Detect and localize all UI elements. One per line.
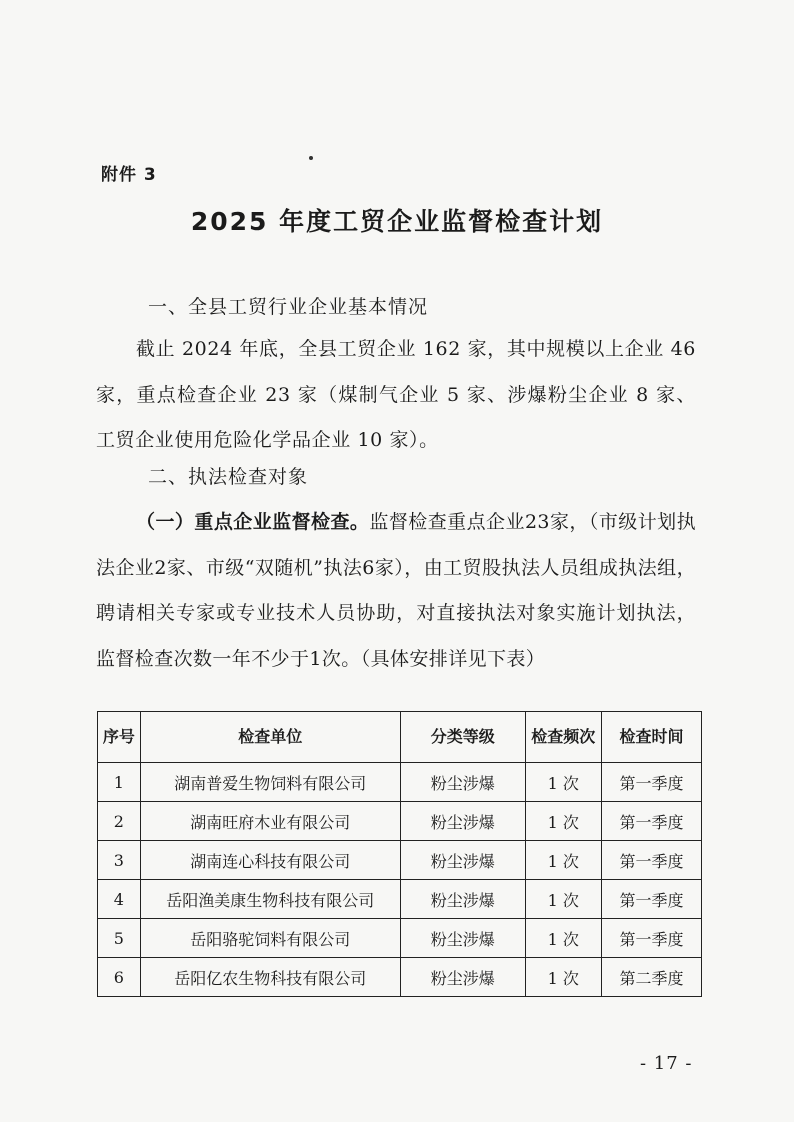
section-1-heading: 一、全县工贸行业企业基本情况 xyxy=(148,296,429,318)
cell-unit: 岳阳亿农生物科技有限公司 xyxy=(140,958,400,997)
cell-no: 2 xyxy=(98,802,141,841)
table-header-row xyxy=(98,712,702,763)
cell-category: 粉尘涉爆 xyxy=(400,958,525,997)
cell-category: 粉尘涉爆 xyxy=(400,880,525,919)
table-row xyxy=(98,880,702,919)
cell-frequency: 1 次 xyxy=(525,802,601,841)
cell-unit: 湖南连心科技有限公司 xyxy=(140,841,400,880)
header-unit: 检查单位 xyxy=(140,712,400,763)
section-1-paragraph xyxy=(96,327,696,464)
cell-time: 第一季度 xyxy=(601,841,701,880)
cell-category: 粉尘涉爆 xyxy=(400,802,525,841)
cell-unit: 岳阳渔美康生物科技有限公司 xyxy=(140,880,400,919)
cell-no: 1 xyxy=(98,763,141,802)
cell-unit: 岳阳骆驼饲料有限公司 xyxy=(140,919,400,958)
cell-unit: 湖南旺府木业有限公司 xyxy=(140,802,400,841)
cell-no: 5 xyxy=(98,919,141,958)
cell-frequency: 1 次 xyxy=(525,958,601,997)
cell-frequency: 1 次 xyxy=(525,841,601,880)
cell-time: 第一季度 xyxy=(601,880,701,919)
inspection-plan-table xyxy=(97,711,702,997)
header-no: 序号 xyxy=(98,712,141,763)
document-title: 2025 年度工贸企业监督检查计划 xyxy=(190,207,604,236)
attachment-label: 附件 3 xyxy=(101,165,157,185)
cell-time: 第一季度 xyxy=(601,919,701,958)
section-2-lead: （一）重点企业监督检查。 xyxy=(136,511,370,533)
section-2-heading: 二、执法检查对象 xyxy=(148,466,309,488)
cell-time: 第一季度 xyxy=(601,763,701,802)
scan-speck xyxy=(309,156,313,160)
section-2-paragraph xyxy=(96,500,696,682)
header-time: 检查时间 xyxy=(601,712,701,763)
cell-category: 粉尘涉爆 xyxy=(400,841,525,880)
cell-time: 第一季度 xyxy=(601,802,701,841)
cell-no: 3 xyxy=(98,841,141,880)
cell-no: 4 xyxy=(98,880,141,919)
header-category: 分类等级 xyxy=(400,712,525,763)
section-1-body: 截止 2024 年底，全县工贸企业 162 家，其中规模以上企业 46 家，重点检查企业 23 家（煤制气企业 5 家、涉爆粉尘企业 8 家、工贸企业使用危险化学品企业 10 家）。 xyxy=(96,338,696,451)
page-number: - 17 - xyxy=(640,1053,693,1074)
cell-category: 粉尘涉爆 xyxy=(400,919,525,958)
cell-category: 粉尘涉爆 xyxy=(400,763,525,802)
cell-frequency: 1 次 xyxy=(525,763,601,802)
cell-unit: 湖南普爱生物饲料有限公司 xyxy=(140,763,400,802)
cell-frequency: 1 次 xyxy=(525,880,601,919)
section-2-body: 监督检查重点企业23家，（市级计划执法企业2家、市级“双随机”执法6家），由工贸股执法人员组成执法组，聘请相关专家或专业技术人员协助，对直接执法对象实施计划执法，监督检查次数一年不少于1次。（具体安排详见下表） xyxy=(96,511,696,670)
cell-time: 第二季度 xyxy=(601,958,701,997)
table-row xyxy=(98,841,702,880)
table-row xyxy=(98,958,702,997)
table-row xyxy=(98,763,702,802)
header-frequency: 检查频次 xyxy=(525,712,601,763)
cell-frequency: 1 次 xyxy=(525,919,601,958)
table-row xyxy=(98,802,702,841)
table-row xyxy=(98,919,702,958)
cell-no: 6 xyxy=(98,958,141,997)
